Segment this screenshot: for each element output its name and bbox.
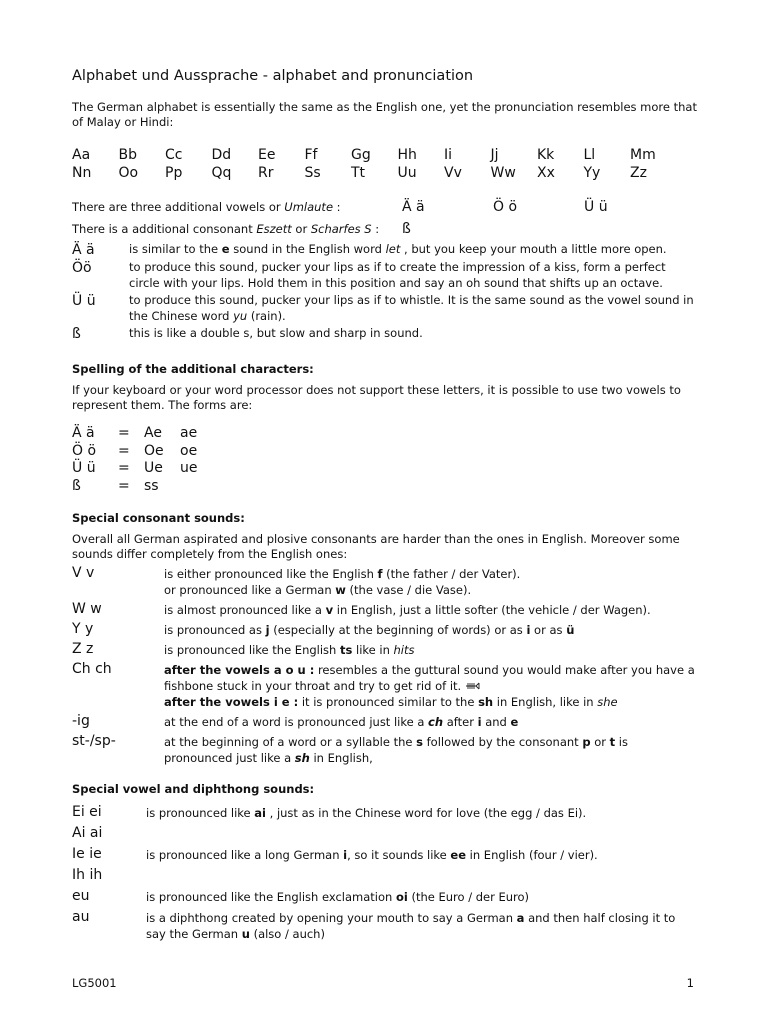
text-run: or as: [530, 623, 567, 637]
bold-letter: e: [221, 242, 230, 256]
umlaute-line: [72, 196, 698, 218]
consonant-row-y: [72, 620, 698, 638]
spelling-heading: Spelling of the additional characters:: [72, 362, 314, 376]
vowel-sound-row-ie: [72, 845, 698, 863]
vowel-sound-desc: [146, 908, 698, 942]
alphabet-letter-pair: Hh: [397, 147, 417, 163]
consonant-desc: [164, 564, 698, 598]
text-run: to produce this sound, pucker your lips as if to whistle. It is the same sound as the vowel sound in the Chinese word: [129, 293, 694, 323]
consonant-desc: [164, 600, 698, 618]
spelling-char: Ä ä: [72, 425, 95, 441]
text-run: pronounced just like a: [164, 751, 295, 765]
vowel-row-eszett: [72, 326, 698, 342]
vowel-sound-row-au: [72, 908, 698, 942]
fishbone-icon: [465, 681, 481, 691]
consonant-key: W w: [72, 601, 102, 617]
spelling-upper: Ue: [144, 460, 163, 476]
text-run: and: [481, 715, 511, 729]
text-run: in English,: [309, 751, 373, 765]
bold-phrase: after the vowels a o u :: [164, 663, 315, 677]
vowel-sound-key: eu: [72, 888, 90, 904]
vowel-row-u-umlaut: [72, 293, 698, 324]
vowel-sound-key: Ai ai: [72, 825, 103, 841]
eszett-suffix: :: [371, 222, 380, 236]
eszett-mid: or: [291, 222, 311, 236]
text-run: (rain).: [247, 308, 286, 323]
text-run: (the Euro / der Euro): [407, 890, 530, 904]
bold-letter: oi: [395, 890, 408, 904]
text-run: is either pronounced like the English: [164, 567, 378, 581]
text-run: , so it sounds like: [347, 848, 451, 862]
text-run: is pronounced like: [146, 806, 255, 820]
equals-sign: =: [118, 460, 130, 476]
text-run: is a diphthong created by opening your mouth to say a German: [146, 911, 517, 925]
umlaut-o-chars: Ö ö: [493, 199, 518, 215]
alphabet-letter-pair: Vv: [444, 165, 462, 181]
bold-letter: f: [377, 567, 383, 581]
eszett-term: Eszett: [256, 222, 292, 236]
alphabet-letter-pair: Nn: [72, 165, 92, 181]
text-run: sound in the English word: [229, 242, 386, 256]
alphabet-letter-pair: Cc: [165, 147, 183, 163]
alphabet-letter-pair: Uu: [397, 165, 417, 181]
text-run: is pronounced like the English: [164, 643, 340, 657]
vowel-desc: this is like a double s, but slow and sharp in sound.: [129, 326, 423, 340]
text-run: at the end of a word is pronounced just like a: [164, 715, 429, 729]
italic-word: sh: [294, 751, 310, 765]
page-footer: [72, 976, 694, 990]
alphabet-letter-pair: Rr: [258, 165, 274, 181]
spelling-lower: ae: [180, 425, 198, 441]
text-run: in English, just a little softer (the vehicle / der Wagen).: [333, 603, 651, 617]
umlaute-suffix: :: [333, 200, 341, 214]
document-code: LG5001: [72, 976, 117, 990]
consonant-desc: [164, 732, 698, 766]
umlaut-a-chars: Ä ä: [402, 199, 425, 215]
eszett-label: [72, 222, 402, 236]
spelling-lower: ue: [180, 460, 198, 476]
page-title: Alphabet und Aussprache - alphabet and pronunciation: [72, 68, 474, 84]
alphabet-letter-pair: Pp: [165, 165, 183, 181]
spelling-upper: Ae: [144, 425, 162, 441]
text-run: (the vase / die Vase).: [345, 583, 472, 597]
vowel-sound-row-ai: [72, 824, 698, 842]
text-run: it is pronounced similar to the: [298, 695, 479, 709]
consonant-desc: [164, 640, 698, 658]
italic-word: hits: [393, 643, 415, 657]
vowel-sound-row-eu: [72, 887, 698, 905]
text-run: (the father / der Vater).: [382, 567, 521, 581]
consonant-row-v: [72, 564, 698, 598]
document-page: [72, 68, 698, 942]
vowel-sounds-heading: Special vowel and diphthong sounds:: [72, 782, 315, 796]
text-run: in English (four / vier).: [466, 848, 598, 862]
alphabet-letter-pair: Oo: [118, 165, 139, 181]
vowel-key: ß: [72, 326, 81, 342]
spelling-row: [72, 443, 698, 461]
bold-letter: sh: [478, 695, 494, 709]
vowel-sound-key: au: [72, 909, 90, 925]
bold-letter: ü: [566, 623, 575, 637]
alphabet-letter-pair: Xx: [537, 165, 555, 181]
bold-letter: p: [582, 735, 591, 749]
spelling-upper: ss: [144, 477, 159, 494]
equals-sign: =: [118, 477, 130, 494]
text-run: , just as in the Chinese word for love (the egg / das Ei).: [265, 806, 587, 820]
spelling-upper: Oe: [144, 442, 164, 459]
spelling-char: Ü ü: [72, 460, 96, 476]
vowel-key: Ä ä: [72, 242, 95, 258]
alphabet-letter-pair: Aa: [72, 147, 91, 163]
vowel-sound-key: Ei ei: [72, 804, 102, 820]
bold-letter: s: [416, 735, 423, 749]
vowel-sound-key: Ie ie: [72, 846, 102, 862]
bold-letter: ai: [254, 806, 266, 820]
italic-word: let: [385, 242, 401, 256]
consonant-row-z: [72, 640, 698, 658]
spelling-row: [72, 460, 698, 478]
consonant-key: Y y: [72, 621, 94, 637]
vowel-desc: [129, 242, 698, 258]
umlaut-u-chars: Ü ü: [584, 199, 608, 215]
text-run: like in: [352, 643, 394, 657]
umlaute-term: Umlaute: [284, 200, 334, 214]
vowel-sound-row-ih: [72, 866, 698, 884]
text-run: or pronounced like a German: [164, 583, 336, 597]
alphabet-letter-pair: Jj: [490, 147, 499, 163]
bold-letter: u: [241, 927, 250, 941]
bold-phrase: after the vowels i e :: [164, 695, 299, 709]
consonant-key: Z z: [72, 641, 94, 657]
consonant-row-st-sp: [72, 732, 698, 766]
vowel-sound-row-ei: [72, 803, 698, 821]
vowel-row-a-umlaut: [72, 242, 698, 258]
text-run: at the beginning of a word or a syllable the: [164, 735, 417, 749]
vowel-key: Ü ü: [72, 293, 96, 309]
vowel-key: Öö: [72, 260, 92, 276]
italic-word: ch: [428, 715, 444, 729]
italic-word: she: [597, 695, 618, 709]
italic-word: yu: [233, 308, 248, 323]
bold-letter: ee: [450, 848, 467, 862]
text-run: or: [590, 735, 610, 749]
bold-letter: i: [343, 848, 348, 862]
spelling-char: Ö ö: [72, 442, 97, 459]
alphabet-letter-pair: Tt: [351, 165, 366, 181]
text-run: resembles a the guttural sound you would make after you have a fishbone stuck in your throat and try to get rid of it.: [164, 663, 695, 693]
vowel-desc: [129, 293, 698, 324]
equals-sign: =: [118, 425, 130, 441]
text-run: is pronounced as: [164, 623, 266, 637]
umlaute-label: [72, 200, 402, 214]
text-run: , but you keep your mouth a little more open.: [400, 242, 667, 256]
alphabet-letter-pair: Bb: [118, 147, 137, 163]
bold-letter: e: [510, 715, 519, 729]
text-run: is pronounced like a long German: [146, 848, 344, 862]
alphabet-letter-pair: Ww: [490, 165, 516, 181]
umlaute-prefix: There are three additional vowels or: [72, 200, 285, 214]
spelling-text: If your keyboard or your word processor does not support these letters, it is possible to use two vowels to represent them. The forms are:: [72, 383, 681, 412]
vowel-sound-desc: [146, 845, 698, 863]
text-run: after: [443, 715, 478, 729]
vowel-sound-desc: [146, 824, 698, 842]
consonant-desc: [164, 660, 698, 710]
eszett-char: ß: [402, 221, 411, 237]
bold-letter: w: [335, 583, 346, 597]
bold-letter: a: [516, 911, 525, 925]
spelling-lower: oe: [180, 442, 198, 459]
text-run: in English, like in: [493, 695, 598, 709]
spelling-row: [72, 478, 698, 496]
alphabet-letter-pair: Ff: [304, 147, 318, 163]
alphabet-letter-pair: Ss: [304, 165, 321, 181]
consonant-key: Ch ch: [72, 661, 112, 677]
bold-letter: t: [609, 735, 616, 749]
alphabet-letter-pair: Ee: [258, 147, 276, 163]
eszett-line: [72, 218, 698, 240]
spelling-row: [72, 425, 698, 443]
text-run: followed by the consonant: [422, 735, 583, 749]
consonant-key: -ig: [72, 713, 90, 729]
text-run: is similar to the: [129, 242, 222, 256]
bold-letter: j: [265, 623, 270, 637]
bold-letter: i: [526, 623, 531, 637]
consonant-desc: [164, 712, 698, 730]
equals-sign: =: [118, 442, 130, 459]
vowel-sound-desc: [146, 866, 698, 884]
alphabet-letter-pair: Zz: [630, 165, 647, 181]
text-run: is almost pronounced like a: [164, 603, 326, 617]
alphabet-letter-pair: Ii: [444, 147, 453, 163]
spelling-char: ß: [72, 477, 81, 494]
consonant-row-ch: [72, 660, 698, 710]
alphabet-letter-pair: Gg: [351, 147, 371, 163]
vowel-sound-desc: [146, 803, 698, 821]
spelling-table: [72, 425, 698, 495]
alphabet-letter-pair: Qq: [211, 165, 232, 181]
consonant-key: st-/sp-: [72, 733, 116, 749]
bold-letter: ts: [340, 643, 353, 657]
text-run: (especially at the beginning of words) or as: [269, 623, 527, 637]
alphabet-letter-pair: Mm: [630, 147, 656, 163]
vowel-sound-desc: [146, 887, 698, 905]
page-number: 1: [686, 976, 694, 990]
vowel-row-o-umlaut: [72, 260, 698, 291]
alphabet-letter-pair: Dd: [211, 147, 232, 163]
eszett-prefix: There is a additional consonant: [72, 222, 257, 236]
scharfes-s-term: Scharfes S: [310, 222, 372, 236]
consonant-text: Overall all German aspirated and plosive consonants are harder than the ones in English. Moreover some sounds differ completely from the English ones:: [72, 532, 680, 561]
consonant-row-ig: [72, 712, 698, 730]
bold-letter: v: [325, 603, 334, 617]
vowel-desc: to produce this sound, pucker your lips as if to create the impression of a kiss, form a perfect circle with your lips. Hold them in this position and say an oh sound that shifts up an octave.: [129, 260, 666, 290]
alphabet-letter-pair: Yy: [583, 165, 601, 181]
intro-paragraph: The German alphabet is essentially the same as the English one, yet the pronunciation resembles more that of Malay or Hindi:: [72, 100, 697, 129]
text-run: (also / auch): [249, 927, 325, 941]
consonant-key: V v: [72, 565, 95, 581]
consonant-row-w: [72, 600, 698, 618]
text-run: is: [615, 735, 628, 749]
bold-letter: i: [477, 715, 482, 729]
text-run: and then half closing it to say the German: [146, 911, 676, 941]
alphabet-letter-pair: Kk: [537, 147, 555, 163]
consonant-heading: Special consonant sounds:: [72, 511, 245, 525]
alphabet-grid: [72, 146, 698, 182]
text-run: is pronounced like the English exclamation: [146, 890, 396, 904]
alphabet-letter-pair: Ll: [583, 147, 596, 163]
consonant-desc: [164, 620, 698, 638]
vowel-sound-key: Ih ih: [72, 867, 103, 883]
